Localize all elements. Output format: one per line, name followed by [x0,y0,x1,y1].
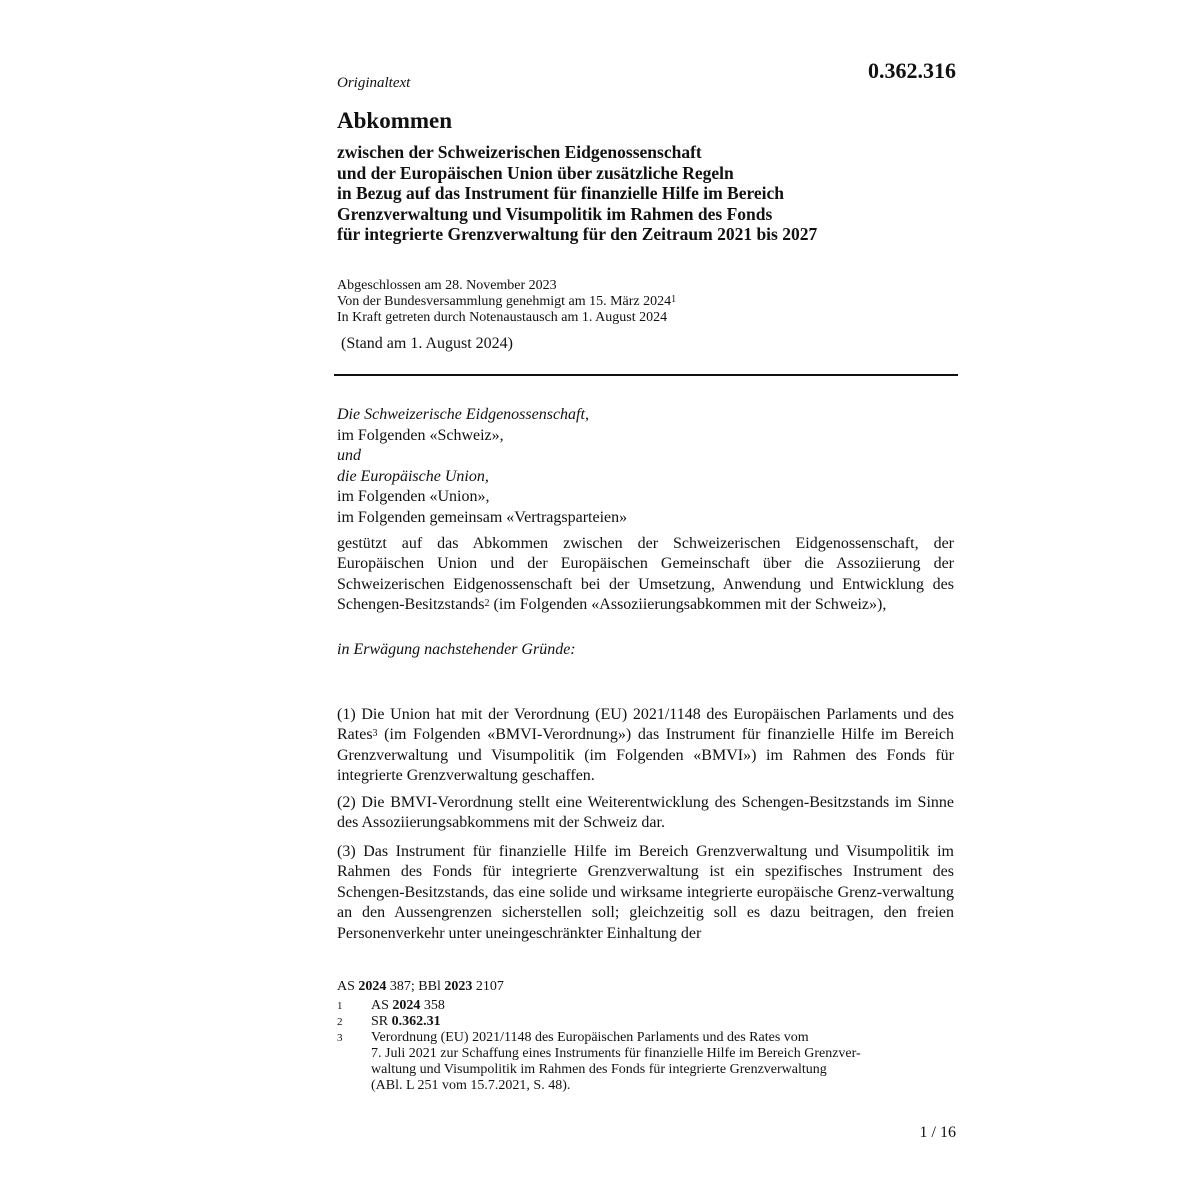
footnote-line: (ABl. L 251 vom 15.7.2021, S. 48). [371,1078,571,1093]
preamble-based-on [337,534,954,616]
recital-2: (2) Die BMVI-Verordnung stellt eine Weiterentwicklung des Schengen-Besitzstands im Sinne des Assoziierungsabkommens mit der Schweiz dar. [337,794,954,832]
footnote-ref-1[interactable]: 1 [671,294,677,305]
party-switzerland: Die Schweizerische Eidgenossenschaft, [337,406,589,423]
footnote-prefix: AS [371,998,393,1013]
footnote-prefix: SR [371,1014,392,1029]
recital-3: (3) Das Instrument für finanzielle Hilfe im Bereich Grenzverwaltung und Visumpolitik im Rahmen des Fonds für integrierte Grenzverwaltung ist ein spezifisches Instrument des Schengen-Besitzstands, das eine solide und wirksame integrierte europäische Grenz-verwaltung an den Aussengrenzen sicherstellen soll; gleichzeitig soll es dazu beitragen, den freien Personenverkehr unter uneingeschränkter Einhaltung der [337,843,954,942]
approval-date [337,294,676,310]
footnote-line: Verordnung (EU) 2021/1148 des Europäischen Parlaments und des Rates vom [371,1030,809,1045]
page-indicator: 1 / 16 [919,1124,956,1141]
footnote-3 [337,1030,951,1094]
in-force-date: In Kraft getreten durch Notenaustausch am 1. August 2024 [337,310,668,325]
footnote-number: 3 [337,1032,343,1044]
footnote-line: 7. Juli 2021 zur Schaffung eines Instruments für finanzielle Hilfe im Bereich Grenzver- [371,1046,861,1061]
as-prefix: AS [337,979,359,994]
footnote-line: waltung und Visumpolitik im Rahmen des Fonds für integrierte Grenzverwaltung [371,1062,827,1077]
document-subtitle [337,142,957,245]
bbl-number: 2107 [472,979,504,994]
as-number: 387; BBl [386,979,445,994]
subtitle-line: Grenzverwaltung und Visumpolitik im Rahmen des Fonds [337,203,773,224]
footnote-text [371,1014,951,1030]
footnote-page: 358 [420,998,445,1013]
recital-1-text: (1) Die Union hat mit der Verordnung (EU) 2021/1148 des Europäischen Parlaments und des Rates [337,706,954,744]
contracting-parties [337,405,627,529]
party-conjunction: und [337,447,361,465]
footnote-2 [337,1014,951,1030]
party-switzerland-short: im Folgenden «Schweiz», [337,426,504,444]
official-collection-reference [337,979,504,995]
party-eu: die Europäische Union, [337,467,489,485]
footnote-sr-ref[interactable]: 0.362.31 [391,1014,441,1029]
as-year: 2024 [358,979,387,994]
footnote-text [371,1030,951,1094]
approval-text: Von der Bundesversammlung genehmigt am 15. März 2024 [337,294,672,309]
footnote-ref-2[interactable]: 2 [484,598,490,610]
footnote-text [371,998,951,1014]
subtitle-line: in Bezug auf das Instrument für finanzielle Hilfe im Bereich [337,183,785,203]
bbl-year: 2023 [444,979,473,994]
original-text-label: Originaltext [337,75,411,91]
recital-1 [337,705,954,787]
footnote-year: 2024 [392,998,421,1013]
document-title: Abkommen [337,108,453,133]
document-number: 0.362.316 [868,58,956,83]
recital-1-text-cont: (im Folgenden «BMVI-Verordnung») das Instrument für finanzielle Hilfe im Bereich Grenzverwaltung und Visumpolitik (im Folgenden «BMVI») im Rahmen des Fonds für integrierte Grenzverwaltung geschaffen. [337,726,954,785]
footnote-ref-3[interactable]: 3 [372,728,378,740]
preamble-considering: in Erwägung nachstehender Gründe: [337,641,576,658]
preamble-text: gestützt auf das Abkommen zwischen der Schweizerischen Eidgenossenschaft, der Europäischen Union und der Europäischen Gemeinschaft über die Assoziierung der Schweizerischen Eidgenossenschaft bei der Umsetzung, Anwendung und Entwicklung des Schengen-Besitzstands [337,535,954,614]
footnote-number: 1 [337,1000,343,1012]
concluded-date: Abgeschlossen am 28. November 2023 [337,278,557,293]
parties-together: im Folgenden gemeinsam «Vertragsparteien» [337,508,628,526]
footnote-1 [337,998,951,1014]
header-divider [334,374,958,376]
conclusion-metadata [337,278,676,326]
footnote-number: 2 [337,1016,343,1028]
subtitle-line: zwischen der Schweizerischen Eidgenossenschaft [337,142,702,162]
subtitle-line: für integrierte Grenzverwaltung für den Zeitraum 2021 bis 2027 [337,224,818,244]
party-eu-short: im Folgenden «Union», [337,488,490,506]
subtitle-line: und der Europäischen Union über zusätzliche Regeln [337,162,734,183]
preamble-text-cont: (im Folgenden «Assoziierungsabkommen mit der Schweiz»), [489,596,887,614]
status-date: (Stand am 1. August 2024) [341,335,513,352]
